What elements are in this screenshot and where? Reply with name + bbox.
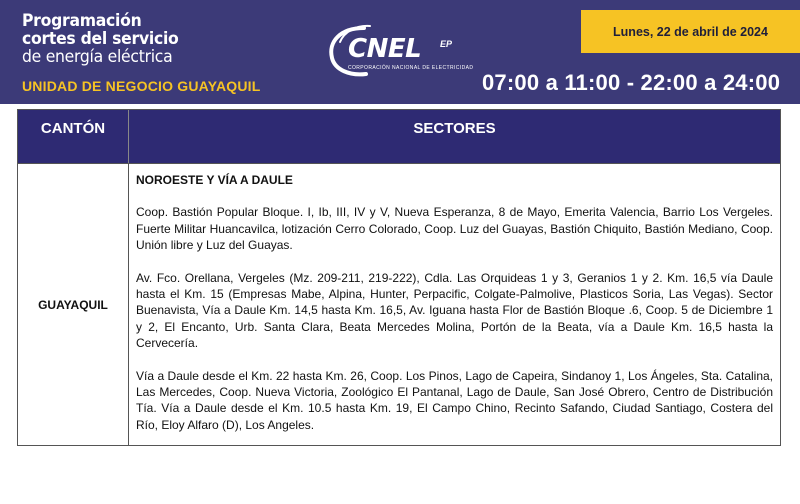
canton-cell: GUAYAQUIL: [18, 163, 129, 445]
logo-subtext: CORPORACIÓN NACIONAL DE ELECTRICIDAD: [348, 65, 474, 71]
title-line-1: Programación: [22, 11, 142, 31]
title-line-3: de energía eléctrica: [22, 47, 173, 67]
logo-suffix: EP: [440, 39, 453, 49]
business-unit-label: UNIDAD DE NEGOCIO GUAYAQUIL: [22, 78, 261, 94]
time-range: 07:00 a 11:00 - 22:00 a 24:00: [482, 70, 781, 95]
sectores-cell: [129, 163, 780, 445]
header-sectores: SECTORES: [129, 110, 780, 163]
outage-table: [17, 109, 781, 446]
cnel-logo: [326, 22, 486, 82]
date-text: Lunes, 22 de abril de 2024: [613, 24, 768, 39]
header-canton: CANTÓN: [18, 110, 129, 163]
sector-paragraph-2: Av. Fco. Orellana, Vergeles (Mz. 209-211, 219-222), Cdla. Las Orquideas 1 y 3, Geranios 1 y 2. Km. 16,5 vía Daule hasta el Km. 15 (Empresas Mabe, Alpina, Hunter, Perpacific, Colgate-Palmolive, Plasticos Soria, Las Vegas). Sector Buenavista, Vía a Daule Km. 14,5 hasta Km. 16,5, Av. Iguana hasta Flor de Bastión Bloque .6, Coop. 5 de Diciembre 1 y 2, El Encanto, Urb. Santa Clara, Beata Mercedes Molina, Portón de la Beata, vía a Daule Km. 16,5 hasta la Cervecería.: [136, 270, 773, 351]
title-line-2: cortes del servicio: [22, 29, 179, 49]
sector-heading: NOROESTE Y VÍA A DAULE: [136, 173, 293, 187]
page-title: [22, 12, 192, 66]
date-badge: [581, 10, 800, 53]
sector-paragraph-1: Coop. Bastión Popular Bloque. I, Ib, III, IV y V, Nueva Esperanza, 8 de Mayo, Emerita Valencia, Barrio Los Vergeles. Fuerte Militar Huancavilca, lotización Cerro Colorado, Coop. Luz del Guayas, Bastión Chiquito, Bastión Mediano, Coop. Unión libre y Luz del Guayas.: [136, 205, 773, 253]
logo-wordmark: CNEL: [348, 34, 422, 64]
sector-paragraph-3: Vía a Daule desde el Km. 22 hasta Km. 26, Coop. Los Pinos, Lago de Capeira, Sindanoy 1, Los Ángeles, Sta. Catalina, Las Mercedes, Coop. Nueva Victoria, Zoológico El Pantanal, Lago de Daule, San José Obrero, Centro de Distribución Tía. Vía a Daule desde el Km. 10.5 hasta Km. 19, El Campo Chino, Recinto Safando, Ciudad Santiago, Costera del Río, Eloy Alfaro (D), Los Angeles.: [136, 368, 773, 432]
